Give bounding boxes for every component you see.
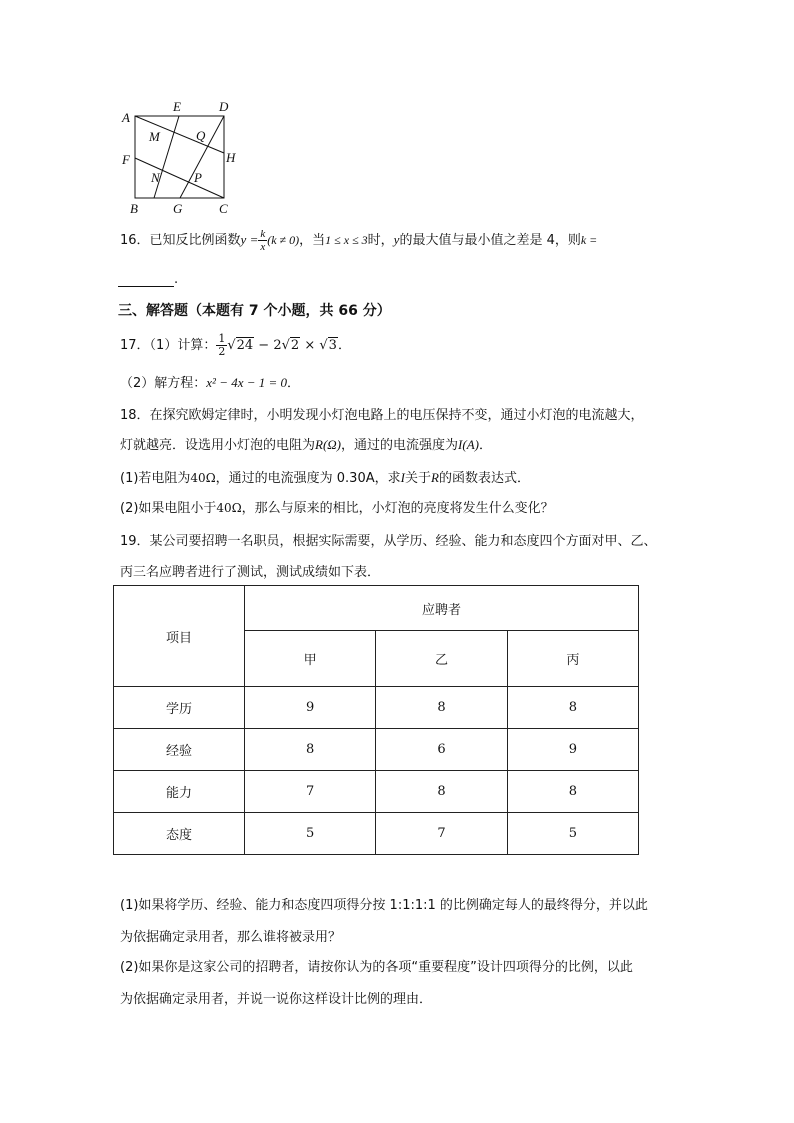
score-cell: 5 (245, 813, 376, 855)
q17-sqrt3: 3 (328, 338, 337, 353)
label-g: G (173, 201, 183, 216)
score-cell: 9 (245, 687, 376, 729)
q17-p2-prefix: （2）解方程： (120, 376, 207, 391)
row-item: 学历 (114, 687, 245, 729)
q18-line2-a: 灯就越亮．设选用小灯泡的电阻为 (120, 438, 316, 453)
q16-k-eq: k = (580, 233, 598, 247)
q18-sub1 (120, 467, 530, 486)
q16-condition: (k ≠ 0) (267, 233, 300, 247)
q19-sub2-line1: (2)如果你是这家公司的招聘者，请按你认为的各项“重要程度”设计四项得分的比例，以此 (120, 960, 633, 975)
score-cell: 7 (245, 771, 376, 813)
score-cell: 8 (507, 687, 638, 729)
q18-line2-c: ． (478, 438, 492, 453)
q19-line2: 丙三名应聘者进行了测试，测试成绩如下表． (120, 565, 381, 580)
q16-text-d: 的最大值与最小值之差是 4，则 (399, 233, 581, 248)
label-m: M (149, 129, 160, 144)
label-e: E (173, 99, 181, 114)
q18-R: R(Ω) (315, 437, 342, 452)
q18-s1-a: (1)若电阻为 (120, 471, 191, 486)
score-cell: 9 (507, 729, 638, 771)
q17-fraction (216, 333, 227, 358)
question-16 (120, 225, 597, 255)
sqrt-sign-icon: √ (319, 338, 328, 353)
sqrt-sign-icon: √ (281, 338, 290, 353)
table-row (114, 813, 639, 855)
table-row (114, 729, 639, 771)
q17-p2-end: ． (287, 376, 301, 391)
label-a: A (122, 110, 130, 125)
q18-s1-I: I (400, 470, 405, 485)
label-f: F (122, 152, 130, 167)
q16-text-b: ，当 (299, 233, 326, 248)
q16-var: y (393, 232, 400, 247)
q18-line1: 18．在探究欧姆定律时，小明发现小灯泡电路上的电压保持不变，通过小灯泡的电流越大， (120, 408, 644, 423)
q16-func-lhs: y = (240, 232, 259, 247)
q16-frac-den: x (260, 241, 266, 253)
q18-s1-c: 关于 (404, 471, 431, 486)
q18-s1-b: ，通过的电流强度为 0.30A，求 (215, 471, 401, 486)
q18-line2 (120, 434, 492, 453)
score-table (113, 585, 639, 855)
q17-sqrt2: 2 (290, 338, 300, 353)
segment-fc (135, 158, 224, 198)
label-d: D (219, 99, 229, 114)
q17-times: × (300, 338, 320, 353)
item-header: 项目 (114, 586, 245, 687)
q19-sub2-line2: 为依据确定录用者，并说一说你这样设计比例的理由． (120, 992, 433, 1007)
q16-range: 1 ≤ x ≤ 3 (325, 233, 368, 247)
row-item: 能力 (114, 771, 245, 813)
q18-I: I(A) (458, 437, 479, 452)
q16-end: . (174, 272, 179, 287)
q18-s2-b: ，那么与原来的相比，小灯泡的亮度将发生什么变化？ (241, 501, 554, 516)
row-item: 经验 (114, 729, 245, 771)
q18-s1-R: R (430, 470, 439, 485)
q16-answer-line (118, 272, 178, 287)
q17-p1-end: ． (337, 338, 351, 353)
q17-frac-den: 2 (218, 345, 226, 358)
q19-line1: 19．某公司要招聘一名职员，根据实际需要，从学历、经验、能力和态度四个方面对甲、乙、 (120, 534, 657, 549)
q16-fraction (258, 228, 267, 253)
q17-frac-num: 1 (218, 332, 226, 345)
label-h: H (226, 150, 236, 165)
q17-mid: − 2 (254, 338, 282, 353)
score-cell: 8 (376, 771, 507, 813)
table-row (114, 771, 639, 813)
row-item: 态度 (114, 813, 245, 855)
score-cell: 5 (507, 813, 638, 855)
score-cell: 8 (507, 771, 638, 813)
candidate-header: 甲 (245, 631, 376, 687)
label-c: C (219, 201, 228, 216)
q19-sub1-line1: (1)如果将学历、经验、能力和态度四项得分按 1:1:1:1 的比例确定每人的最终得分，并以此 (120, 898, 648, 913)
q18-line2-b: ，通过的电流强度为 (341, 438, 459, 453)
question-17-part1 (120, 331, 351, 361)
label-b: B (130, 201, 138, 216)
q17-p1-prefix: 17．（1）计算： (120, 338, 217, 353)
question-17-part2 (120, 372, 300, 391)
q18-s1-ohm: 40Ω (190, 471, 216, 485)
section-heading: 三、解答题（本题有 7 个小题，共 66 分） (118, 303, 391, 319)
q16-frac-num: k (260, 228, 266, 240)
q17-equation: x² − 4x − 1 = 0 (206, 375, 288, 390)
score-cell: 7 (376, 813, 507, 855)
q18-s2-a: (2)如果电阻小于 (120, 501, 217, 516)
q18-sub2 (120, 497, 554, 516)
q16-text-a: 16．已知反比例函数 (120, 233, 241, 248)
sqrt-sign-icon: √ (227, 338, 236, 353)
group-header: 应聘者 (245, 586, 639, 631)
q19-sub1-line2: 为依据确定录用者，那么谁将被录用？ (120, 930, 342, 945)
label-p: P (194, 170, 202, 185)
q16-text-c: 时， (367, 233, 394, 248)
score-cell: 6 (376, 729, 507, 771)
score-cell: 8 (376, 687, 507, 729)
label-n: N (151, 170, 160, 185)
answer-blank[interactable] (118, 274, 174, 287)
geometry-figure (110, 96, 250, 221)
q18-s2-ohm: 40Ω (216, 501, 242, 515)
candidate-header: 丙 (507, 631, 638, 687)
table-row (114, 687, 639, 729)
label-q: Q (196, 128, 206, 143)
candidate-header: 乙 (376, 631, 507, 687)
q17-sqrt1: 24 (236, 338, 254, 353)
score-cell: 8 (245, 729, 376, 771)
q18-s1-d: 的函数表达式． (438, 471, 530, 486)
